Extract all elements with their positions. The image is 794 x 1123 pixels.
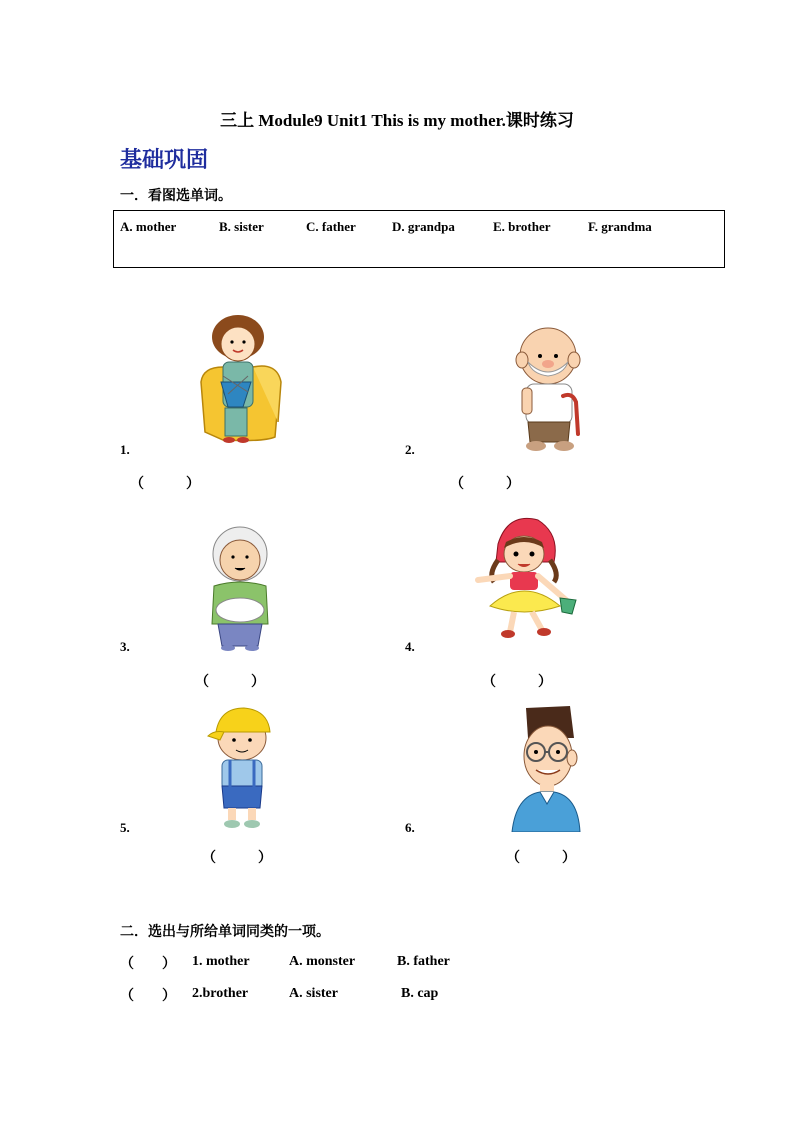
item-3-number: 3. — [120, 639, 130, 654]
section-title: 基础巩固 — [120, 147, 209, 172]
q2-row-1-option-b: B. father — [397, 954, 450, 969]
item-2-answer[interactable]: （ ） — [450, 477, 520, 492]
item-1-answer[interactable]: （ ） — [130, 477, 200, 492]
item-4-answer[interactable]: （ ） — [482, 675, 552, 690]
q2-row-2-answer[interactable]: （ ） — [120, 989, 176, 1004]
item-6-number: 6. — [405, 820, 415, 835]
old-woman-icon — [200, 524, 280, 654]
old-man-with-cane-icon — [508, 324, 618, 454]
question-2-heading: 二．选出与所给单词同类的一项。 — [120, 925, 330, 940]
boy-yellow-cap-icon — [204, 702, 279, 832]
item-4-number: 4. — [405, 639, 415, 654]
item-3-answer[interactable]: （ ） — [195, 675, 265, 690]
page-title: 三上 Module9 Unit1 This is my mother.课时练习 — [220, 111, 574, 130]
item-1-number: 1. — [120, 442, 130, 457]
item-2-number: 2. — [405, 442, 415, 457]
q2-row-1-word: 1. mother — [192, 954, 250, 969]
man-with-glasses-icon — [510, 704, 582, 832]
option-a: A. mother — [120, 219, 177, 234]
option-e: E. brother — [493, 219, 551, 234]
item-5-number: 5. — [120, 820, 130, 835]
question-1-heading: 一．看图选单词。 — [120, 189, 232, 204]
option-b: B. sister — [219, 219, 264, 234]
q2-row-1-option-a: A. monster — [289, 954, 356, 969]
girl-red-hood-icon — [468, 514, 583, 644]
item-5-answer[interactable]: （ ） — [202, 851, 272, 866]
q2-row-2-option-b: B. cap — [401, 986, 439, 1001]
q2-row-2-option-a: A. sister — [289, 986, 338, 1001]
q2-row-1-answer[interactable]: （ ） — [120, 957, 176, 972]
option-f: F. grandma — [588, 219, 652, 234]
knitting-woman-icon — [193, 312, 313, 452]
option-c: C. father — [306, 219, 356, 234]
item-6-answer[interactable]: （ ） — [506, 851, 576, 866]
option-d: D. grandpa — [392, 219, 455, 234]
q2-row-2-word: 2.brother — [192, 986, 249, 1001]
